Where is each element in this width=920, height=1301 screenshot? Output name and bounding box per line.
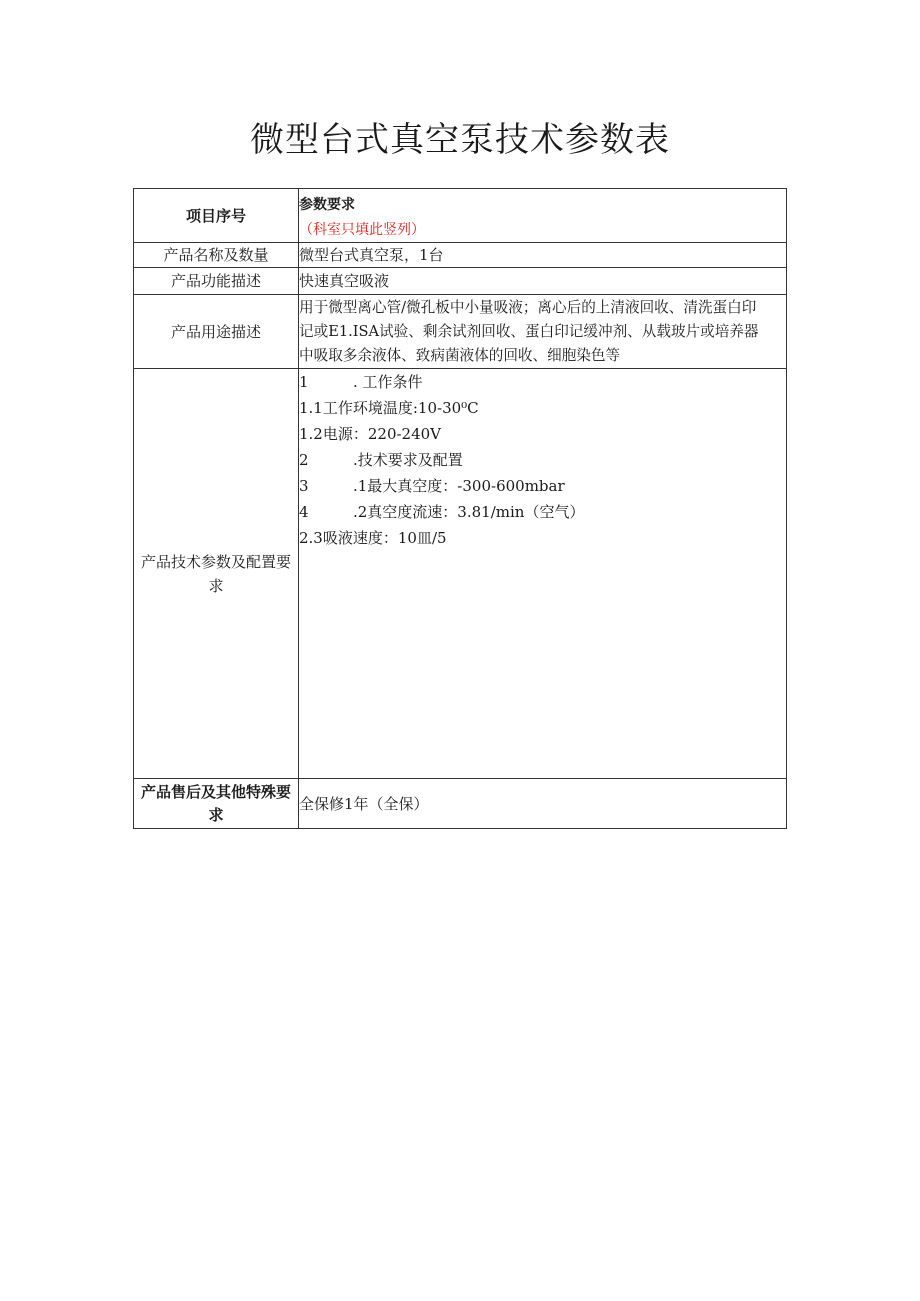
tech-spec-line: [299, 525, 786, 551]
header-param-title: 参数要求: [299, 196, 355, 213]
row-label-name: 产品名称及数量: [134, 243, 299, 268]
tech-spec-line: [299, 473, 786, 499]
row-label-usage: 产品用途描述: [134, 295, 299, 369]
usage-line: 中吸取多余液体、致病菌液体的回收、细胞染色等: [299, 346, 621, 364]
table-row: [134, 243, 787, 268]
row-label-tech: 产品技术参数及配置要求: [134, 369, 299, 779]
row-value-function: 快速真空吸液: [299, 268, 787, 295]
tech-spec-line: [299, 499, 786, 525]
table-row: [134, 779, 787, 829]
header-param-note: （科室只填此竖列）: [299, 221, 425, 238]
tech-spec-text: .1最大真空度：-300-600mbar: [353, 477, 565, 495]
table-row: [134, 369, 787, 779]
usage-line: 用于微型离心管/微孔板中小量吸液；离心后的上清液回收、清洗蛋白印: [299, 298, 757, 316]
tech-spec-number: 2: [299, 451, 309, 469]
tech-spec-text: .2真空度流速：3.81∕min（空气）: [353, 503, 585, 521]
tech-spec-text: 2.3吸液速度：10皿/5: [299, 529, 447, 547]
header-item-no: 项目序号: [134, 189, 299, 243]
tech-spec-number: 3: [299, 477, 309, 495]
tech-spec-text: 1.1工作环境温度:10-30⁰C: [299, 399, 479, 417]
tech-spec-number: 4: [299, 503, 309, 521]
row-value-tech: [299, 369, 787, 779]
row-label-function: 产品功能描述: [134, 268, 299, 295]
tech-spec-text: . 工作条件: [353, 373, 423, 391]
table-row: [134, 268, 787, 295]
row-value-aftersale: 全保修1年（全保）: [299, 779, 787, 829]
row-label-aftersale: 产品售后及其他特殊要求: [134, 779, 299, 829]
row-value-name: 微型台式真空泵，1台: [299, 243, 787, 268]
table-row: [134, 295, 787, 369]
tech-spec-line: [299, 421, 786, 447]
tech-spec-list: [299, 369, 786, 551]
tech-spec-line: [299, 369, 786, 395]
header-param-req: [299, 189, 787, 243]
page-title: 微型台式真空泵技术参数表: [250, 120, 670, 160]
usage-line: 记或E1.ISA试验、剩余试剂回收、蛋白印记缓冲剂、从载玻片或培养器: [299, 322, 759, 340]
tech-spec-number: 1: [299, 373, 309, 391]
spec-table: [133, 188, 787, 829]
tech-spec-line: [299, 395, 786, 421]
tech-spec-text: .技术要求及配置: [353, 451, 463, 469]
row-value-usage: [299, 295, 787, 369]
tech-spec-text: 1.2电源：220-240V: [299, 425, 442, 443]
tech-spec-line: [299, 447, 786, 473]
table-header-row: [134, 189, 787, 243]
